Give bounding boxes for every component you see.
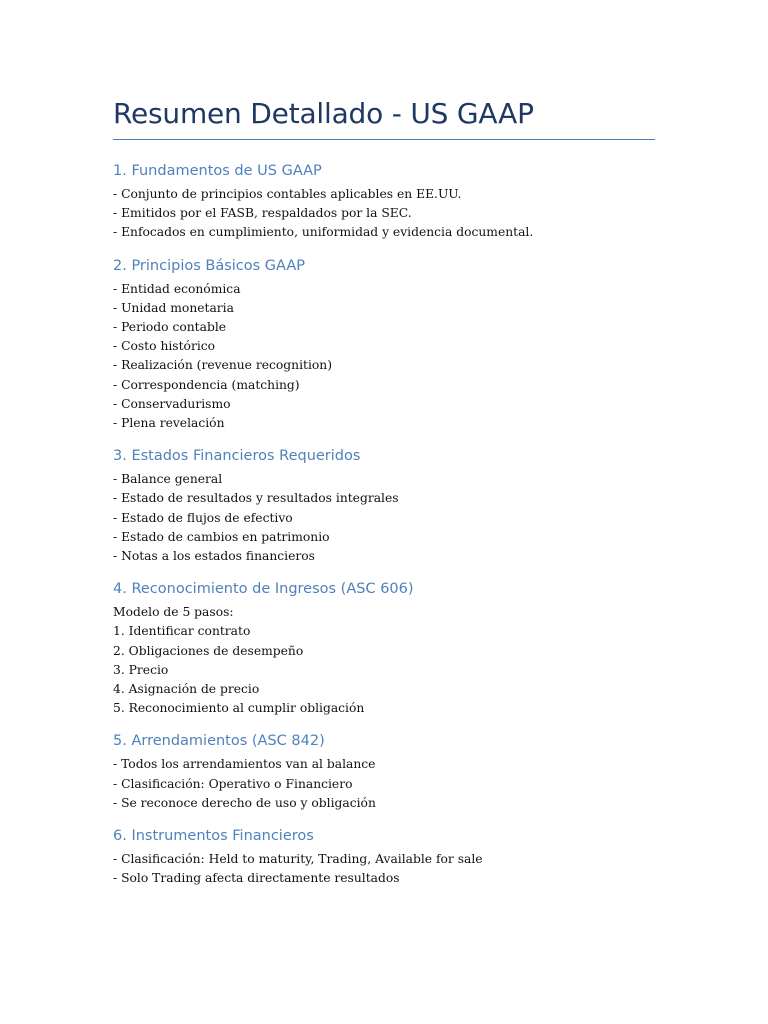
section-principios bbox=[113, 255, 655, 434]
title-divider bbox=[113, 139, 655, 140]
section-line: - Todos los arrendamientos van al balance bbox=[113, 757, 376, 772]
sections-container bbox=[113, 160, 655, 900]
section-line: - Notas a los estados financieros bbox=[113, 549, 315, 564]
section-line: - Se reconoce derecho de uso y obligación bbox=[113, 795, 376, 810]
section-heading: 2. Principios Básicos GAAP bbox=[113, 257, 306, 274]
section-line: - Conjunto de principios contables aplicables en EE.UU. bbox=[113, 187, 462, 201]
section-line: 5. Reconocimiento al cumplir obligación bbox=[113, 701, 365, 716]
section-line: - Unidad monetaria bbox=[113, 300, 234, 315]
section-line: - Emitidos por el FASB, respaldados por la SEC. bbox=[113, 206, 412, 221]
section-line: - Enfocados en cumplimiento, uniformidad y evidencia documental. bbox=[113, 225, 534, 240]
section-fundamentos bbox=[113, 160, 655, 243]
section-line: - Estado de cambios en patrimonio bbox=[113, 529, 330, 544]
section-heading: 1. Fundamentos de US GAAP bbox=[113, 163, 322, 179]
section-line: - Clasificación: Held to maturity, Trading, Available for sale bbox=[113, 852, 483, 867]
section-line: - Estado de flujos de efectivo bbox=[113, 510, 293, 525]
section-line: - Solo Trading afecta directamente resultados bbox=[113, 871, 400, 886]
section-arrendamientos bbox=[113, 730, 655, 813]
section-line: - Realización (revenue recognition) bbox=[113, 358, 333, 373]
section-heading: 5. Arrendamientos (ASC 842) bbox=[113, 733, 325, 750]
section-line: - Costo histórico bbox=[113, 339, 216, 354]
section-line: - Conservadurismo bbox=[113, 396, 231, 411]
section-heading: 6. Instrumentos Financieros bbox=[113, 828, 314, 845]
section-line: 2. Obligaciones de desempeño bbox=[113, 643, 304, 658]
section-heading: 3. Estados Financieros Requeridos bbox=[113, 448, 361, 465]
section-instrumentos-financieros bbox=[113, 825, 655, 888]
section-line: - Correspondencia (matching) bbox=[113, 377, 300, 392]
section-line: - Estado de resultados y resultados integrales bbox=[113, 491, 399, 506]
section-heading: 4. Reconocimiento de Ingresos (ASC 606) bbox=[113, 581, 414, 598]
section-line: Modelo de 5 pasos: bbox=[113, 605, 234, 620]
page-title: Resumen Detallado - US GAAP bbox=[113, 97, 534, 130]
section-line: - Clasificación: Operativo o Financiero bbox=[113, 776, 353, 791]
section-line: - Entidad económica bbox=[113, 281, 241, 296]
section-line: - Balance general bbox=[113, 472, 223, 487]
section-line: 3. Precio bbox=[113, 662, 169, 677]
section-reconocimiento-ingresos bbox=[113, 578, 655, 718]
section-line: 1. Identificar contrato bbox=[113, 624, 251, 639]
section-line: 4. Asignación de precio bbox=[113, 682, 260, 697]
section-line: - Plena revelación bbox=[113, 416, 225, 431]
section-estados-financieros bbox=[113, 445, 655, 566]
section-line: - Periodo contable bbox=[113, 320, 227, 335]
